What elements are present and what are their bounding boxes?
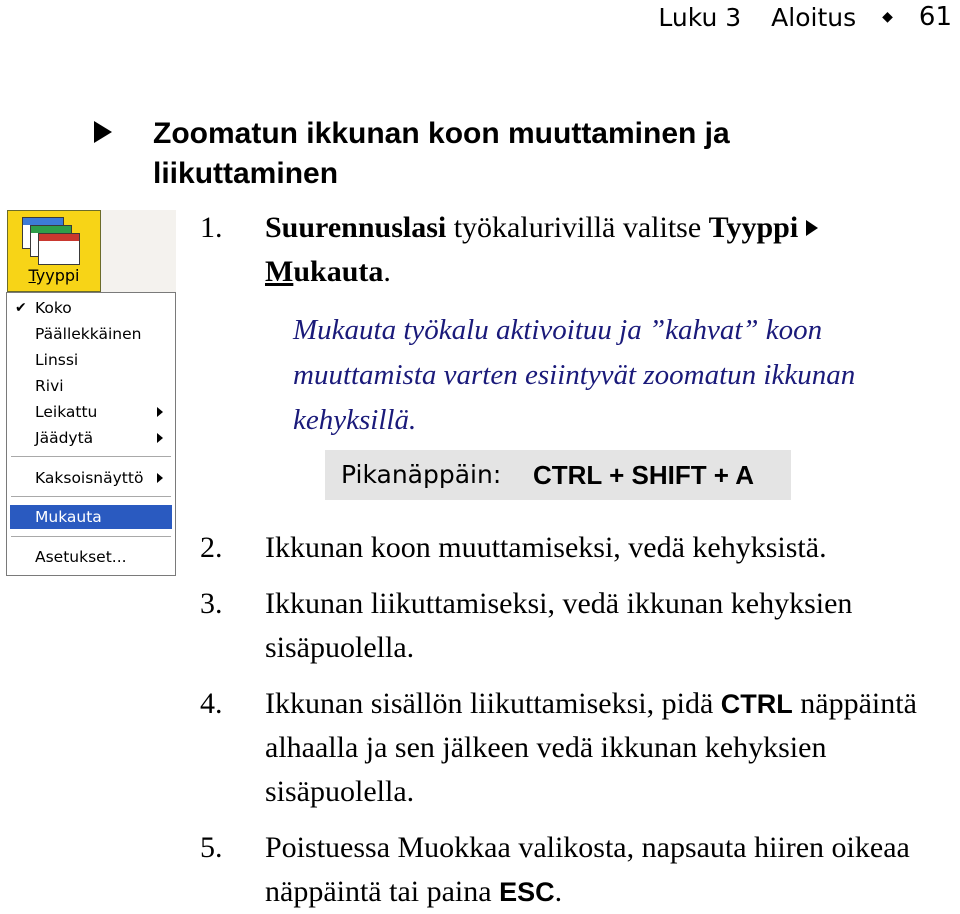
shortcut-box [325,450,791,500]
menu-separator [11,456,171,457]
menu-item-mukauta[interactable]: Mukauta [10,505,172,529]
section-heading [94,114,854,194]
menu-item-rivi[interactable]: Rivi [35,377,64,395]
step-3-text: Ikkunan liikuttamiseksi, vedä ikkunan kehyksien sisäpuolella. [265,587,853,664]
chapter-label: Luku 3 [658,2,742,32]
menu-item-asetukset[interactable]: Asetukset... [35,548,127,566]
checkmark-icon: ✔ [15,300,27,316]
step-number: 3. [200,587,223,620]
submenu-arrow-icon [157,407,163,417]
menu-item-paallekkainen[interactable]: Päällekkäinen [35,325,142,343]
type-button-label: Tyyppi [28,266,80,285]
step-2-text: Ikkunan koon muuttamiseksi, vedä kehyksistä. [265,531,827,564]
step-1-note: Mukauta työkalu aktivoituu ja ”kahvat” koon muuttamista varten esiintyvät zoomatun ikkunan kehyksillä. [293,314,856,436]
shortcut-keys: CTRL + SHIFT + A [533,460,755,490]
type-toolbar-button[interactable] [7,210,101,292]
section-label: Aloitus [771,2,857,32]
right-triangle-icon [94,121,112,143]
menu-item-kaksoisnaytto[interactable]: Kaksoisnäyttö [7,466,173,490]
type-dropdown-menu [6,292,176,576]
step-number: 2. [200,531,223,564]
menu-separator [11,536,171,537]
menu-item-leikattu[interactable]: Leikattu [7,400,173,424]
page-header [658,0,952,34]
step-number: 5. [200,831,223,864]
submenu-arrow-icon [157,433,163,443]
key-esc: ESC [499,877,555,907]
diamond-icon: ◆ [882,9,893,25]
step-1-text: Suurennuslasi työkalurivillä valitse Tyyppi Mukauta. [265,206,955,294]
step-number: 4. [200,687,223,720]
type-menu-screenshot [6,210,176,576]
page-number: 61 [918,2,952,32]
menu-separator [11,496,171,497]
menu-item-linssi[interactable]: Linssi [35,351,79,369]
step-5-text: Poistuessa Muokkaa valikosta, napsauta hiiren oikeaa näppäintä tai paina ESC. [265,831,910,908]
step-4-text: Ikkunan sisällön liikuttamiseksi, pidä CTRL näppäintä alhaalla ja sen jälkeen vedä ikkunan kehyksien sisäpuolella. [265,687,917,808]
menu-item-koko[interactable]: ✔ Koko [7,296,173,320]
step-number: 1. [200,211,223,244]
menu-item-jaadyta[interactable]: Jäädytä [7,426,173,450]
shortcut-label: Pikanäppäin: [341,460,502,489]
key-ctrl: CTRL [720,689,793,719]
right-triangle-icon [806,220,818,236]
section-heading-text: Zoomatun ikkunan koon muuttaminen ja liikuttaminen [153,117,730,190]
toolbar-background [100,210,176,292]
windows-stack-icon [22,217,86,271]
submenu-arrow-icon [157,473,163,483]
